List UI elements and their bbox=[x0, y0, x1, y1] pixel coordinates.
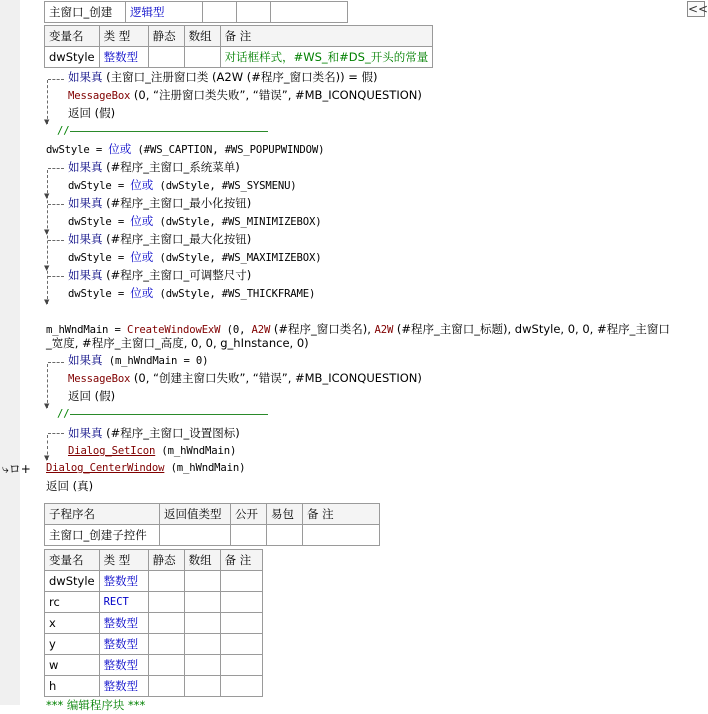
var-static-cell[interactable] bbox=[148, 592, 184, 613]
table-row bbox=[45, 655, 263, 676]
down-arrow-icon: ▼ bbox=[44, 298, 50, 306]
block-guide bbox=[48, 204, 64, 205]
var-remark-cell[interactable] bbox=[220, 676, 262, 697]
code-text: (dwStyle, #WS_SYSMENU) bbox=[153, 180, 297, 192]
down-arrow-icon: ▼ bbox=[44, 454, 50, 462]
program-name-cell[interactable]: 主窗口_创建 bbox=[45, 2, 126, 23]
var-remark-cell[interactable] bbox=[220, 592, 262, 613]
code-line[interactable] bbox=[68, 230, 251, 248]
var-name-cell[interactable]: w bbox=[45, 655, 100, 676]
code-line[interactable] bbox=[68, 424, 240, 442]
col-header-varname: 变量名 bbox=[45, 26, 100, 47]
code-line[interactable] bbox=[68, 266, 251, 284]
code-line[interactable] bbox=[68, 248, 321, 266]
code-text: (#程序_主窗口_系统菜单) bbox=[102, 160, 240, 174]
table-row bbox=[45, 571, 263, 592]
block-guide bbox=[48, 433, 64, 434]
code-text: (#WS_CAPTION, #WS_POPUPWINDOW) bbox=[131, 144, 325, 156]
function-call: 位或 bbox=[130, 178, 154, 192]
table-row bbox=[45, 525, 380, 546]
code-line[interactable]: 返回 (假) bbox=[68, 106, 116, 120]
col-header-remark: 备 注 bbox=[220, 26, 433, 47]
subroutine-name-cell[interactable]: 主窗口_创建子控件 bbox=[45, 525, 160, 546]
col-header-remark: 备 注 bbox=[303, 504, 380, 525]
var-array-cell[interactable] bbox=[184, 655, 220, 676]
var-array-cell[interactable] bbox=[184, 571, 220, 592]
var-name-cell[interactable]: h bbox=[45, 676, 100, 697]
function-call: Dialog_CenterWindow bbox=[46, 462, 165, 474]
block-guide bbox=[48, 168, 64, 169]
col-header-public: 公开 bbox=[231, 504, 267, 525]
code-text: (m_hWndMain) bbox=[164, 462, 246, 474]
code-line[interactable] bbox=[68, 369, 422, 387]
var-name-cell[interactable]: dwStyle bbox=[45, 571, 100, 592]
col-header-array: 数组 bbox=[184, 550, 220, 571]
local-var-table bbox=[44, 25, 433, 68]
code-line[interactable] bbox=[68, 194, 251, 212]
if-true-keyword: 如果真 bbox=[68, 268, 103, 282]
package-cell[interactable] bbox=[267, 525, 303, 546]
var-type-cell[interactable]: 整数型 bbox=[99, 571, 148, 592]
if-true-keyword: 如果真 bbox=[68, 353, 103, 367]
code-line[interactable] bbox=[68, 158, 240, 176]
block-guide bbox=[48, 240, 64, 241]
col-header-type: 类 型 bbox=[99, 550, 148, 571]
function-call: A2W bbox=[251, 324, 271, 336]
var-array-cell[interactable] bbox=[184, 47, 220, 68]
function-call: Dialog_SetIcon bbox=[68, 445, 156, 457]
code-line[interactable] bbox=[68, 212, 321, 230]
col-header-package: 易包 bbox=[267, 504, 303, 525]
code-line[interactable] bbox=[68, 351, 208, 369]
code-text: (主窗口_注册窗口类 (A2W (#程序_窗口类名)) = 假) bbox=[102, 70, 378, 84]
code-text: dwStyle = bbox=[46, 144, 109, 156]
var-static-cell[interactable] bbox=[148, 47, 184, 68]
code-text: (dwStyle, #WS_MINIMIZEBOX) bbox=[153, 216, 322, 228]
code-block-partial[interactable]: *** 编辑程序块 *** bbox=[46, 698, 146, 712]
code-text: dwStyle = bbox=[68, 288, 131, 300]
code-line[interactable] bbox=[46, 459, 245, 477]
code-text: (0, “创建主窗口失败”, “错误”, #MB_ICONQUESTION) bbox=[130, 371, 422, 385]
remark-cell[interactable] bbox=[271, 2, 348, 23]
table-row bbox=[45, 47, 433, 68]
var-static-cell[interactable] bbox=[148, 676, 184, 697]
cursor-insert-marker-icon: ⤷ロ+ bbox=[2, 462, 31, 476]
code-text: (#程序_主窗口_最大化按钮) bbox=[102, 232, 252, 246]
if-true-keyword: 如果真 bbox=[68, 160, 103, 174]
code-line-continued[interactable]: _宽度, #程序_主窗口_高度, 0, 0, g_hInstance, 0) bbox=[46, 336, 309, 350]
code-text: dwStyle = bbox=[68, 252, 131, 264]
down-arrow-icon: ▼ bbox=[44, 228, 50, 236]
comment-line[interactable]: // bbox=[57, 125, 70, 137]
code-text: (0, “注册窗口类失败”, “错误”, #MB_ICONQUESTION) bbox=[130, 88, 422, 102]
function-call: 位或 bbox=[108, 142, 132, 156]
var-static-cell[interactable] bbox=[148, 571, 184, 592]
down-arrow-icon: ▼ bbox=[44, 402, 50, 410]
public-cell[interactable] bbox=[231, 525, 267, 546]
var-remark-cell[interactable] bbox=[220, 655, 262, 676]
code-text: (dwStyle, #WS_MAXIMIZEBOX) bbox=[153, 252, 322, 264]
code-text: dwStyle = bbox=[68, 180, 131, 192]
var-static-cell[interactable] bbox=[148, 613, 184, 634]
function-call: A2W bbox=[374, 324, 394, 336]
col-header-subname: 子程序名 bbox=[45, 504, 160, 525]
comment-separator bbox=[70, 131, 268, 132]
code-line[interactable] bbox=[68, 442, 236, 460]
easy-package-cell[interactable] bbox=[237, 2, 271, 23]
return-type-cell[interactable]: 逻辑型 bbox=[126, 2, 203, 23]
if-true-keyword: 如果真 bbox=[68, 426, 103, 440]
var-type-cell[interactable]: 整数型 bbox=[99, 613, 148, 634]
code-text: (dwStyle, #WS_THICKFRAME) bbox=[153, 288, 316, 300]
collapse-panel-button[interactable]: << bbox=[688, 2, 708, 16]
var-name-cell[interactable]: dwStyle bbox=[45, 47, 100, 68]
function-call: 位或 bbox=[130, 286, 154, 300]
col-header-remark: 备 注 bbox=[220, 550, 262, 571]
code-text: (#程序_主窗口_标题), dwStyle, 0, 0, #程序_主窗口 bbox=[393, 322, 670, 336]
var-array-cell[interactable] bbox=[184, 613, 220, 634]
if-true-keyword: 如果真 bbox=[68, 196, 103, 210]
var-remark-cell[interactable] bbox=[220, 634, 262, 655]
code-line[interactable]: 返回 (真) bbox=[46, 479, 94, 493]
code-text: (m_hWndMain) bbox=[155, 445, 237, 457]
table-row bbox=[45, 634, 263, 655]
function-call: 位或 bbox=[130, 214, 154, 228]
var-name-cell[interactable]: y bbox=[45, 634, 100, 655]
code-line[interactable] bbox=[68, 284, 315, 302]
code-text: (#程序_主窗口_可调整尺寸) bbox=[102, 268, 252, 282]
function-call: MessageBox bbox=[68, 90, 131, 102]
down-arrow-icon: ▼ bbox=[44, 264, 50, 272]
var-array-cell[interactable] bbox=[184, 592, 220, 613]
public-cell[interactable] bbox=[203, 2, 237, 23]
code-line[interactable] bbox=[68, 176, 297, 194]
block-guide bbox=[48, 276, 64, 277]
code-text: (#程序_主窗口_设置图标) bbox=[102, 426, 240, 440]
subroutine-table bbox=[44, 503, 380, 546]
table-row bbox=[45, 592, 263, 613]
return-type-cell[interactable] bbox=[160, 525, 231, 546]
block-guide bbox=[48, 362, 64, 363]
var-remark-cell[interactable] bbox=[220, 613, 262, 634]
code-text: (#程序_窗口类名), bbox=[270, 322, 375, 336]
code-line[interactable] bbox=[46, 140, 324, 158]
var-array-cell[interactable] bbox=[184, 634, 220, 655]
table-row bbox=[45, 613, 263, 634]
function-call: CreateWindowExW bbox=[126, 324, 221, 336]
table-row bbox=[45, 676, 263, 697]
table-row bbox=[45, 2, 348, 23]
col-header-static: 静态 bbox=[148, 26, 184, 47]
if-true-keyword: 如果真 bbox=[68, 70, 103, 84]
var-array-cell[interactable] bbox=[184, 676, 220, 697]
code-line[interactable] bbox=[68, 86, 422, 104]
local-var-table-2 bbox=[44, 549, 263, 697]
var-type-cell[interactable]: 整数型 bbox=[99, 47, 148, 68]
program-header-table bbox=[44, 1, 348, 23]
col-header-type: 类 型 bbox=[99, 26, 148, 47]
down-arrow-icon: ▼ bbox=[44, 118, 50, 126]
var-name-cell[interactable]: rc bbox=[45, 592, 100, 613]
code-text: m_hWndMain = bbox=[46, 324, 127, 336]
var-type-cell[interactable]: 整数型 bbox=[99, 655, 148, 676]
block-guide bbox=[48, 79, 64, 80]
table-header-row bbox=[45, 550, 263, 571]
code-line[interactable] bbox=[68, 68, 378, 86]
var-type-cell[interactable]: 整数型 bbox=[99, 676, 148, 697]
code-text: dwStyle = bbox=[68, 216, 131, 228]
comment-line[interactable]: // bbox=[57, 408, 70, 420]
code-line[interactable]: 返回 (假) bbox=[68, 389, 116, 403]
comment-separator bbox=[70, 414, 268, 415]
var-name-cell[interactable]: x bbox=[45, 613, 100, 634]
if-true-keyword: 如果真 bbox=[68, 232, 103, 246]
col-header-return-type: 返回值类型 bbox=[160, 504, 231, 525]
var-type-cell[interactable]: RECT bbox=[99, 592, 148, 613]
col-header-static: 静态 bbox=[148, 550, 184, 571]
function-call: MessageBox bbox=[68, 373, 131, 385]
code-text: (0, bbox=[220, 324, 252, 336]
down-arrow-icon: ▼ bbox=[44, 192, 50, 200]
code-text: (m_hWndMain = 0) bbox=[102, 355, 209, 367]
code-text: (#程序_主窗口_最小化按钮) bbox=[102, 196, 252, 210]
remark-cell[interactable] bbox=[303, 525, 380, 546]
var-type-cell[interactable]: 整数型 bbox=[99, 634, 148, 655]
var-static-cell[interactable] bbox=[148, 634, 184, 655]
var-remark-cell[interactable] bbox=[220, 571, 262, 592]
table-header-row bbox=[45, 504, 380, 525]
editor-gutter bbox=[0, 0, 20, 705]
var-static-cell[interactable] bbox=[148, 655, 184, 676]
table-header-row bbox=[45, 26, 433, 47]
function-call: 位或 bbox=[130, 250, 154, 264]
block-guide bbox=[47, 170, 48, 304]
var-remark-cell[interactable]: 对话框样式，#WS_和#DS_开头的常量 bbox=[220, 47, 433, 68]
col-header-array: 数组 bbox=[184, 26, 220, 47]
col-header-varname: 变量名 bbox=[45, 550, 100, 571]
